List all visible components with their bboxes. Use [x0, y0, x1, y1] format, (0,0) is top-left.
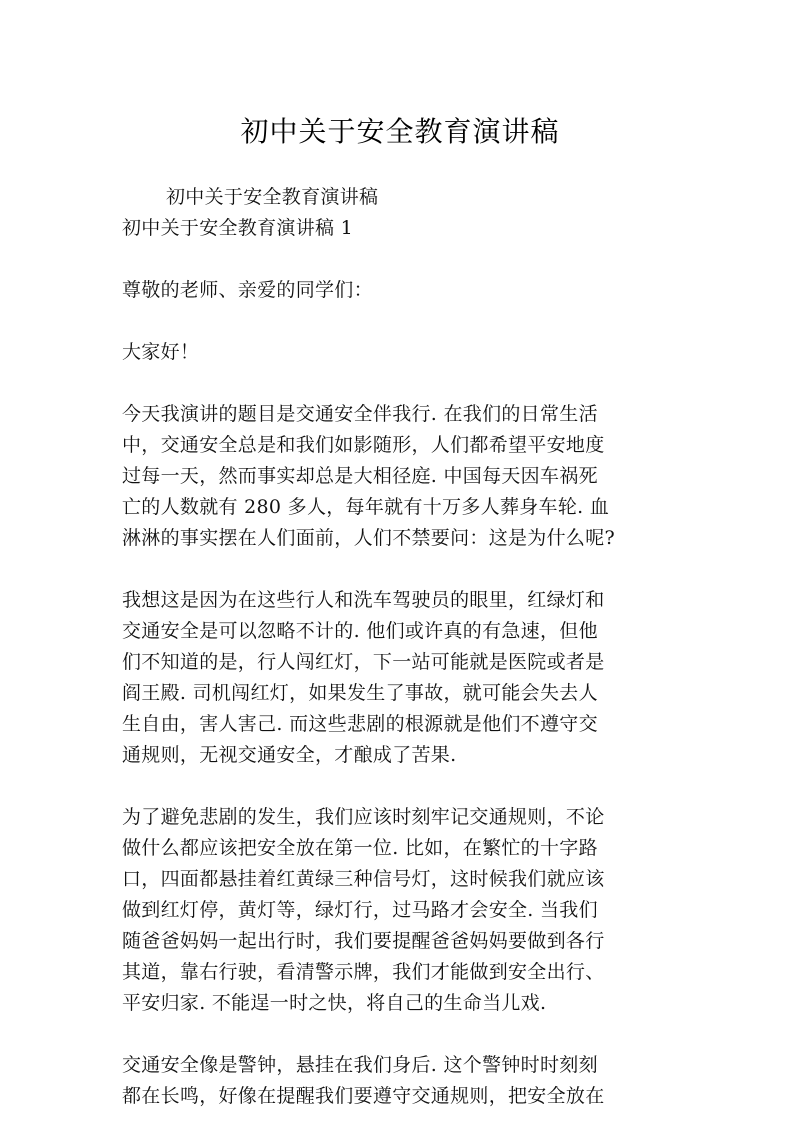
text-line: 其道，靠右行驶，看清警示牌，我们才能做到安全出行、 [122, 961, 605, 983]
text-line: 生自由，害人害己. 而这些悲剧的根源就是他们不遵守交 [122, 713, 598, 735]
text-line: 淋淋的事实摆在人们面前，人们不禁要问：这是为什么呢? [122, 527, 615, 549]
text-line: 平安归家. 不能逞一时之快，将自己的生命当儿戏. [122, 992, 547, 1014]
paragraph-gap [122, 244, 670, 275]
paragraph-gap [122, 1019, 670, 1050]
text-line: 做什么都应该把安全放在第一位. 比如，在繁忙的十字路 [122, 837, 598, 859]
paragraph-gap [122, 554, 670, 585]
text-line: 交通安全是可以忽略不计的. 他们或许真的有急速，但他 [122, 620, 598, 642]
text-line: 初中关于安全教育演讲稿 1 [122, 217, 354, 239]
paragraph-gap [122, 368, 670, 399]
paragraph-gap [122, 771, 670, 802]
text-line: 都在长鸣，好像在提醒我们要遵守交通规则，把安全放在 [122, 1085, 605, 1107]
paragraph-gap [122, 306, 670, 337]
text-line: 交通安全像是警钟，悬挂在我们身后. 这个警钟时时刻刻 [122, 1054, 598, 1076]
text-line: 通规则，无视交通安全，才酿成了苦果. [122, 744, 457, 766]
text-line: 们不知道的是，行人闯红灯，下一站可能就是医院或者是 [122, 651, 605, 673]
text-line: 随爸爸妈妈一起出行时，我们要提醒爸爸妈妈要做到各行 [122, 930, 605, 952]
text-line: 口，四面都悬挂着红黄绿三种信号灯，这时候我们就应该 [122, 868, 605, 890]
text-line: 尊敬的老师、亲爱的同学们： [122, 279, 373, 301]
text-line: 初中关于安全教育演讲稿 [166, 186, 379, 208]
text-line: 亡的人数就有 280 多人，每年就有十万多人葬身车轮. 血 [122, 496, 610, 518]
document-body [122, 182, 670, 1112]
text-line: 做到红灯停，黄灯等，绿灯行，过马路才会安全. 当我们 [122, 899, 598, 921]
text-line: 为了避免悲剧的发生，我们应该时刻牢记交通规则，不论 [122, 806, 605, 828]
text-line: 今天我演讲的题目是交通安全伴我行. 在我们的日常生活 [122, 403, 598, 425]
document-title: 初中关于安全教育演讲稿 [240, 115, 560, 148]
text-line: 我想这是因为在这些行人和洗车驾驶员的眼里，红绿灯和 [122, 589, 605, 611]
text-line: 大家好！ [122, 341, 200, 363]
text-line: 中，交通安全总是和我们如影随形，人们都希望平安地度 [122, 434, 605, 456]
text-line: 过每一天，然而事实却总是大相径庭. 中国每天因车祸死 [122, 465, 598, 487]
text-line: 阎王殿. 司机闯红灯，如果发生了事故，就可能会失去人 [122, 682, 598, 704]
